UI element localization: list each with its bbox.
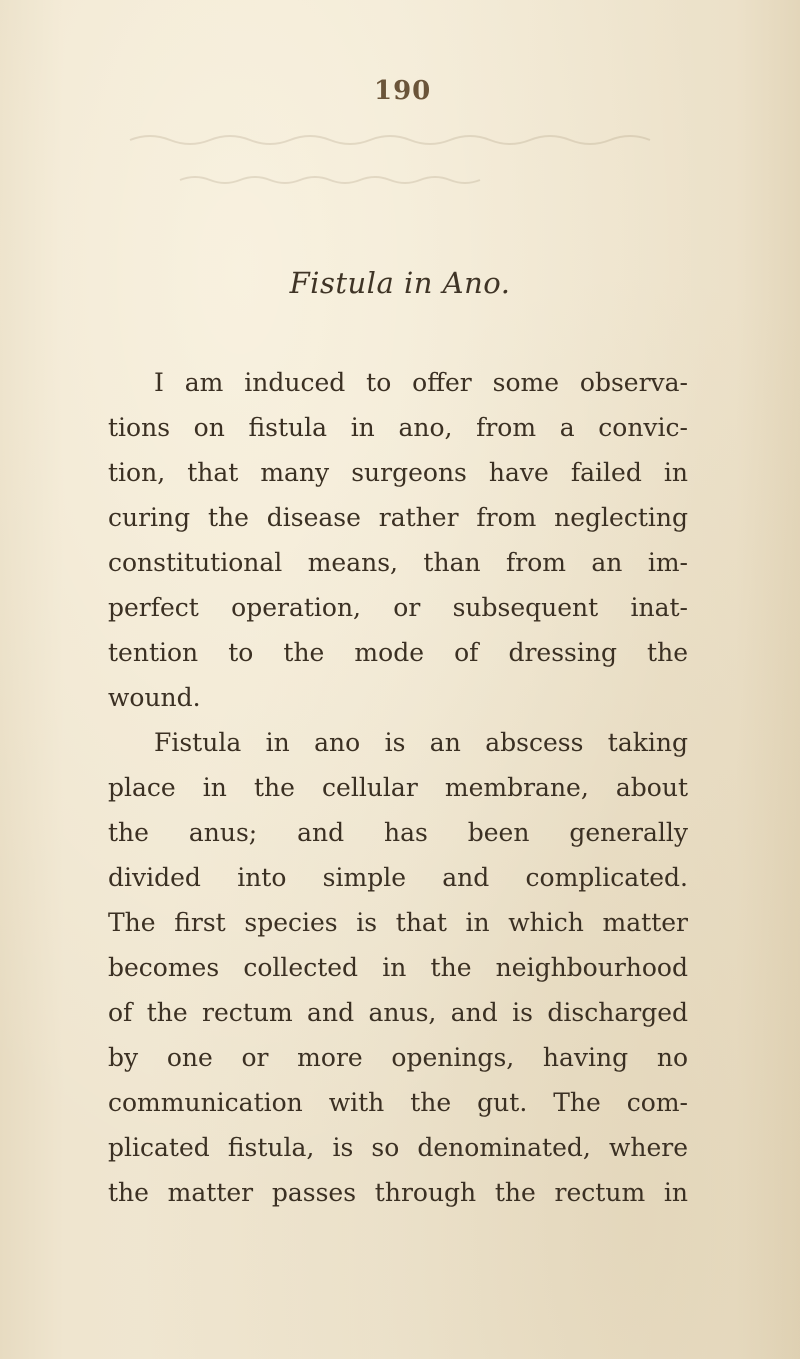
text-line: tention to the mode of dressing the	[108, 638, 688, 667]
text-line: becomes collected in the neighbourhood	[108, 953, 688, 982]
paragraph-intro	[108, 360, 688, 720]
text-line: I am induced to offer some observa-	[154, 368, 688, 397]
text-line: plicated fistula, is so denominated, where	[108, 1133, 688, 1162]
text-line: perfect operation, or subsequent inat-	[108, 593, 688, 622]
text-line: by one or more openings, having no	[108, 1043, 688, 1072]
page-number: 190	[374, 76, 432, 106]
text-line: The first species is that in which matter	[108, 908, 688, 937]
page-title: Fistula in Ano.	[289, 266, 511, 300]
text-line: the anus; and has been generally	[108, 818, 688, 847]
text-line: communication with the gut. The com-	[108, 1088, 688, 1117]
text-line: of the rectum and anus, and is discharged	[108, 998, 688, 1027]
text-line: wound.	[108, 683, 201, 712]
text-line: divided into simple and complicated.	[108, 863, 688, 892]
paragraph-definition	[108, 720, 688, 1215]
text-line: constitutional means, than from an im-	[108, 548, 688, 577]
text-line: tion, that many surgeons have failed in	[108, 458, 688, 487]
text-line: place in the cellular membrane, about	[108, 773, 688, 802]
text-line: Fistula in ano is an abscess taking	[154, 728, 688, 757]
text-line: curing the disease rather from neglecting	[108, 503, 688, 532]
text-line: tions on fistula in ano, from a convic-	[108, 413, 688, 442]
show-through-texture	[120, 120, 680, 200]
text-line: the matter passes through the rectum in	[108, 1178, 688, 1207]
